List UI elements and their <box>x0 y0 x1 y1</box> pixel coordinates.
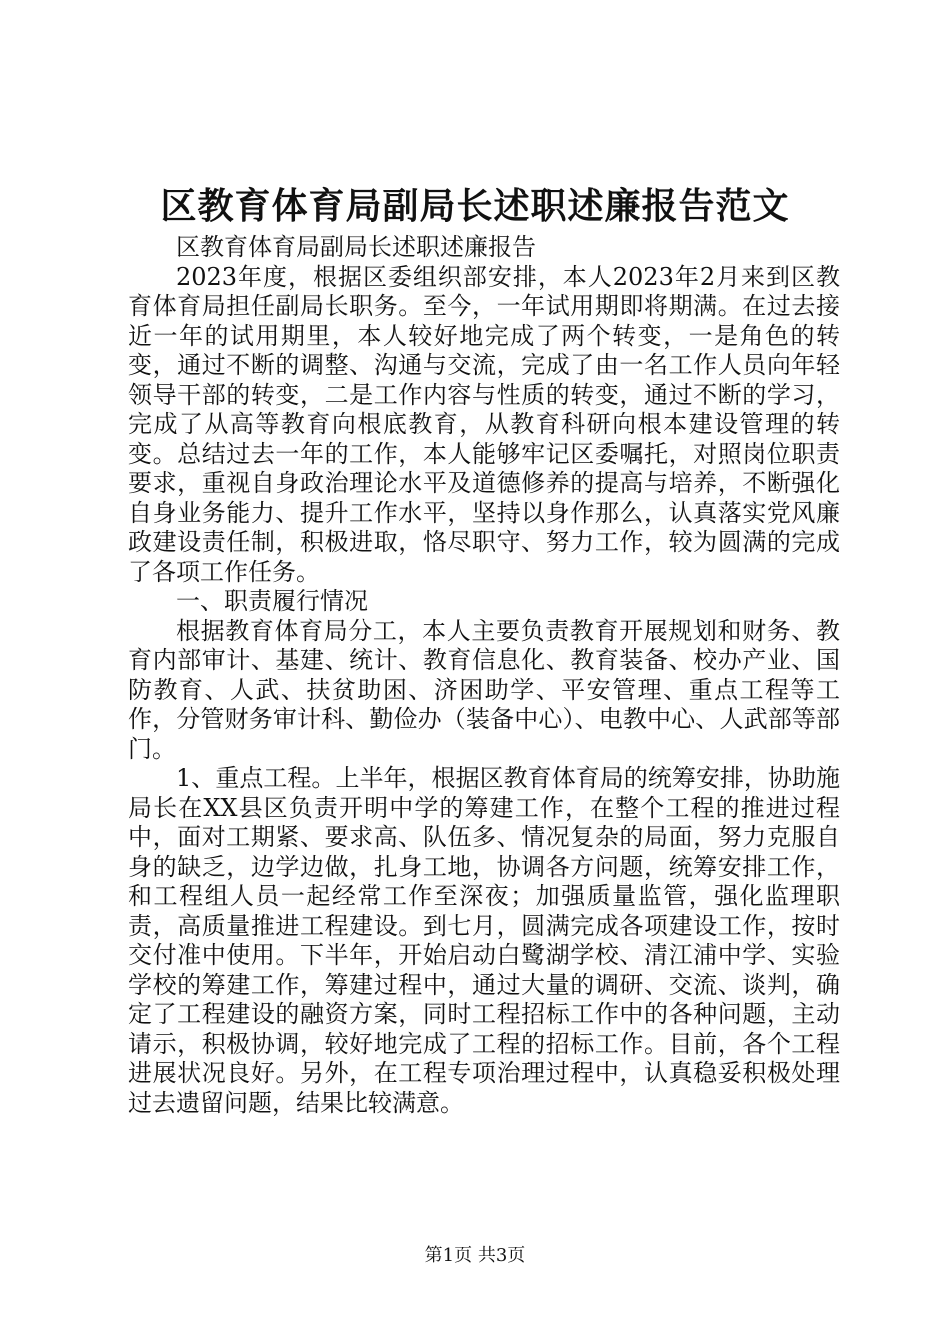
paragraph-subtitle: 区教育体育局副局长述职述廉报告 <box>176 233 536 261</box>
page-footer: 第1页 共3页 <box>424 1245 526 1266</box>
paragraph-key-projects: 1、重点工程。上半年，根据区教育体育局的统筹安排，协助施局长在XX县区负责开明中学的筹建工作，在整个工程的推进过程中，面对工期紧、要求高、队伍多、情况复杂的局面，努力克服自身的缺乏，边学边做，扎身工地，协调各方问题，统筹安排工作，和工程组人员一起经常工作至深夜；加强质量监管，强化监理职责，高质量推进工程建设。到七月，圆满完成各项建设工作，按时交付准中使用。下半年，开始启动白鹭湖学校、清江浦中学、实验学校的筹建工作，筹建过程中，通过大量的调研、交流、谈判，确定了工程建设的融资方案，同时工程招标工作中的各种问题，主动请示，积极协调，较好地完成了工程的招标工作。目前，各个工程进展状况良好。另外，在工程专项治理过程中，认真稳妥积极处理过去遗留问题，结果比较满意。 <box>128 764 840 1117</box>
paragraph-intro: 2023年度，根据区委组织部安排，本人2023年2月来到区教育体育局担任副局长职务。至今，一年试用期即将期满。在过去接近一年的试用期里，本人较好地完成了两个转变，一是角色的转变，通过不断的调整、沟通与交流，完成了由一名工作人员向年轻领导干部的转变，二是工作内容与性质的转变，通过不断的学习，完成了从高等教育向根底教育，从教育科研向根本建设管理的转变。总结过去一年的工作，本人能够牢记区委嘱托，对照岗位职责要求，重视自身政治理论水平及道德修养的提高与培养，不断强化自身业务能力、提升工作水平，坚持以身作那么，认真落实党风廉政建设责任制，积极进取，恪尽职守、努力工作，较为圆满的完成了各项工作任务。 <box>128 262 840 586</box>
section-heading-duties: 一、职责履行情况 <box>176 587 368 615</box>
document-body <box>128 233 840 1118</box>
document-title: 区教育体育局副局长述职述廉报告范文 <box>160 185 790 227</box>
paragraph-duties: 根据教育体育局分工，本人主要负责教育开展规划和财务、教育内部审计、基建、统计、教育信息化、教育装备、校办产业、国防教育、人武、扶贫助困、济困助学、平安管理、重点工程等工作，分管财务审计科、勤俭办（装备中心）、电教中心、人武部等部门。 <box>128 616 840 763</box>
